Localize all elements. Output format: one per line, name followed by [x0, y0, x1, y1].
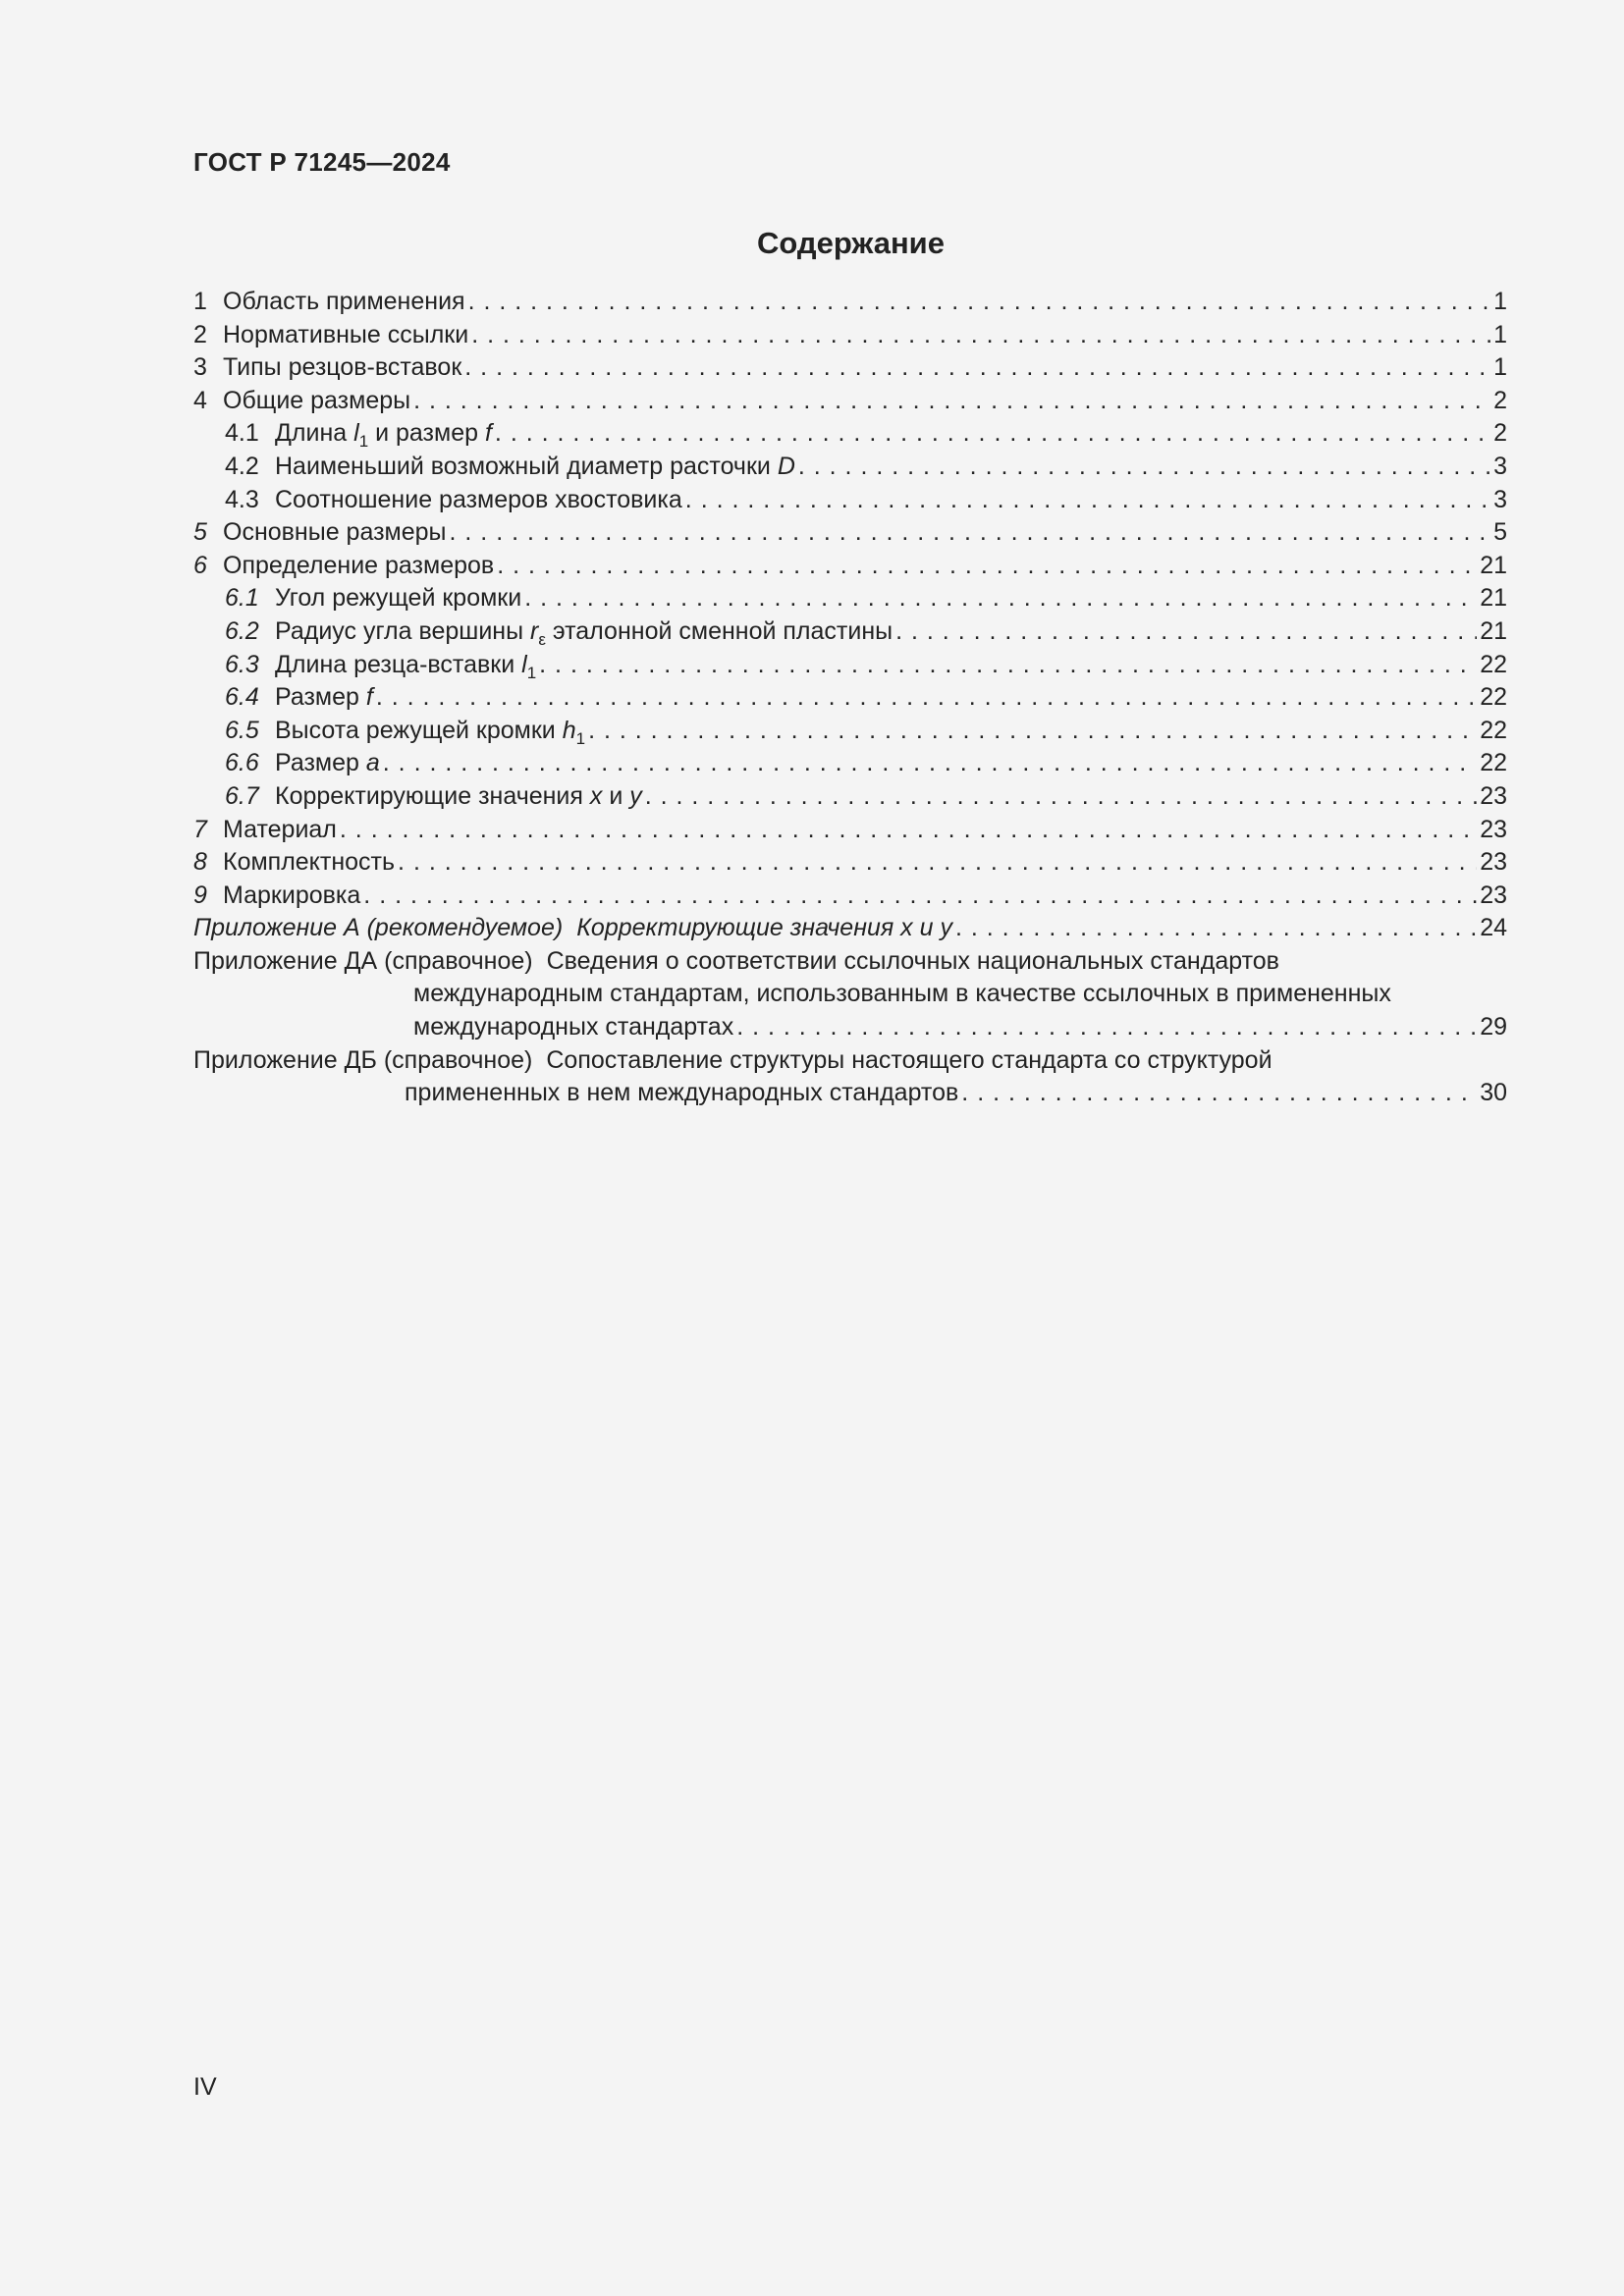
toc-entry-1[interactable]	[193, 286, 1507, 319]
toc-appendix-label: Приложение ДБ (справочное)	[193, 1045, 533, 1074]
toc-page: 23	[1480, 848, 1507, 877]
toc-entry-6-4[interactable]	[193, 681, 1507, 715]
toc-text: Наименьший возможный диаметр расточки D	[275, 452, 795, 480]
toc-number: 1	[193, 288, 207, 315]
toc-number: 6.1	[225, 584, 259, 613]
toc-text: Определение размеров	[223, 551, 495, 579]
toc-page: 5	[1493, 518, 1507, 547]
toc-page: 21	[1480, 584, 1507, 613]
toc-entry-2[interactable]	[193, 319, 1507, 352]
toc-entry-4-1[interactable]	[193, 417, 1507, 451]
toc-number: 6.6	[225, 749, 259, 777]
toc-number: 4.2	[225, 452, 259, 480]
toc-page: 3	[1493, 485, 1507, 513]
toc-entry-6-3[interactable]	[193, 649, 1507, 682]
toc-entry-4-3[interactable]	[193, 484, 1507, 517]
toc-entry-6-6[interactable]	[193, 747, 1507, 780]
toc-page: 21	[1480, 551, 1507, 579]
toc-text: Корректирующие значения x и y	[275, 781, 642, 810]
toc-leader	[895, 615, 1477, 649]
toc-leader	[450, 516, 1491, 550]
toc-number: 3	[193, 353, 207, 382]
toc-leader	[464, 351, 1490, 385]
toc-page: 2	[1493, 419, 1507, 448]
toc-text: Радиус угла вершины $r_\varepsilon$ эталонной сменной пластины	[275, 616, 893, 649]
toc-entry-6-2[interactable]	[193, 615, 1507, 649]
toc-text: Соотношение размеров хвостовика	[275, 485, 682, 513]
toc-leader	[798, 451, 1490, 484]
toc-text: Угол режущей кромки	[275, 584, 522, 613]
toc-page: 22	[1480, 749, 1507, 777]
toc-leader	[376, 681, 1477, 715]
standard-code: ГОСТ Р 71245—2024	[193, 147, 451, 177]
toc-number: 7	[193, 815, 207, 843]
toc-text-line-3: международных стандартах	[413, 1013, 734, 1041]
toc-entry-4[interactable]	[193, 385, 1507, 418]
toc-leader	[588, 715, 1477, 748]
page-number: IV	[193, 2073, 217, 2101]
toc-leader	[413, 385, 1490, 418]
toc-text: Нормативные ссылки	[223, 320, 469, 348]
toc-leader	[736, 1011, 1477, 1044]
toc-text-line-1: Сведения о соответствии ссылочных национальных стандартов	[546, 946, 1279, 975]
toc-leader	[961, 1077, 1477, 1110]
toc-appendix-label: Приложение А (рекомендуемое)	[193, 914, 564, 942]
toc-leader	[383, 747, 1477, 780]
toc-leader	[340, 814, 1477, 847]
toc-page: 23	[1480, 881, 1507, 909]
toc-text: Область применения	[223, 288, 465, 315]
toc-leader	[685, 484, 1490, 517]
toc-appendix-db[interactable]	[193, 1044, 1507, 1110]
toc-text: Размер a	[275, 749, 380, 777]
toc-number: 6.7	[225, 781, 259, 810]
toc-leader	[495, 417, 1490, 451]
toc-leader	[471, 319, 1490, 352]
toc-page: 24	[1480, 914, 1507, 942]
toc-text: Материал	[223, 815, 337, 843]
toc-leader	[497, 550, 1477, 583]
toc-number: 2	[193, 320, 207, 348]
toc-page: 29	[1480, 1013, 1507, 1041]
toc-entry-6-7[interactable]	[193, 780, 1507, 814]
toc-text-line-2: международным стандартам, использованным в качестве ссылочных в примененных	[413, 980, 1391, 1008]
toc-text: Длина $l_1$ и размер f	[275, 419, 492, 452]
toc-entry-7[interactable]	[193, 814, 1507, 847]
toc-leader	[955, 912, 1477, 945]
toc-entry-3[interactable]	[193, 351, 1507, 385]
toc-leader	[398, 846, 1477, 880]
toc-page: 1	[1493, 320, 1507, 348]
toc-text: Корректирующие значения x и y	[576, 914, 952, 942]
toc-page: 30	[1480, 1079, 1507, 1107]
toc-number: 9	[193, 881, 207, 909]
toc-number: 8	[193, 848, 207, 877]
toc-page: 22	[1480, 683, 1507, 712]
toc-entry-5[interactable]	[193, 516, 1507, 550]
toc-page: 3	[1493, 452, 1507, 480]
toc-number: 4.1	[225, 419, 259, 448]
toc-text: Общие размеры	[223, 386, 411, 414]
toc-appendix-da[interactable]	[193, 945, 1507, 1044]
toc-text: Основные размеры	[223, 518, 447, 547]
toc-text: Длина резца-вставки $l_1$	[275, 650, 537, 682]
toc-entry-6-5[interactable]	[193, 715, 1507, 748]
toc-page: 2	[1493, 386, 1507, 414]
toc-leader	[363, 880, 1477, 913]
toc-text: Типы резцов-вставок	[223, 353, 462, 382]
toc-text: Размер f	[275, 683, 373, 712]
table-of-contents	[193, 286, 1507, 1110]
toc-text: Высота режущей кромки $h_1$	[275, 716, 586, 748]
toc-entry-8[interactable]	[193, 846, 1507, 880]
toc-text-line-1: Сопоставление структуры настоящего стандарта со структурой	[546, 1045, 1272, 1074]
toc-entry-4-2[interactable]	[193, 451, 1507, 484]
toc-page: 23	[1480, 815, 1507, 843]
toc-entry-6-1[interactable]	[193, 582, 1507, 615]
toc-leader	[524, 582, 1477, 615]
toc-appendix-label: Приложение ДА (справочное)	[193, 946, 533, 975]
toc-number: 4	[193, 386, 207, 414]
toc-page: 22	[1480, 716, 1507, 744]
toc-entry-9[interactable]	[193, 880, 1507, 913]
toc-page: 1	[1493, 288, 1507, 315]
toc-leader	[645, 780, 1477, 814]
toc-page: 21	[1480, 616, 1507, 645]
toc-page: 1	[1493, 353, 1507, 382]
toc-appendix-a[interactable]	[193, 912, 1507, 945]
toc-text: Комплектность	[223, 848, 396, 877]
toc-number: 6.2	[225, 616, 259, 645]
toc-number: 5	[193, 518, 207, 547]
toc-number: 6.3	[225, 650, 259, 678]
toc-leader	[468, 286, 1491, 319]
toc-number: 6.4	[225, 683, 259, 712]
toc-text-line-2: примененных в нем международных стандартов	[405, 1079, 959, 1107]
toc-leader	[539, 649, 1477, 682]
toc-number: 4.3	[225, 485, 259, 513]
toc-number: 6	[193, 551, 207, 579]
page-title: Содержание	[757, 226, 945, 260]
toc-page: 22	[1480, 650, 1507, 678]
toc-entry-6[interactable]	[193, 550, 1507, 583]
toc-number: 6.5	[225, 716, 259, 744]
toc-text: Маркировка	[223, 881, 361, 909]
toc-page: 23	[1480, 781, 1507, 810]
